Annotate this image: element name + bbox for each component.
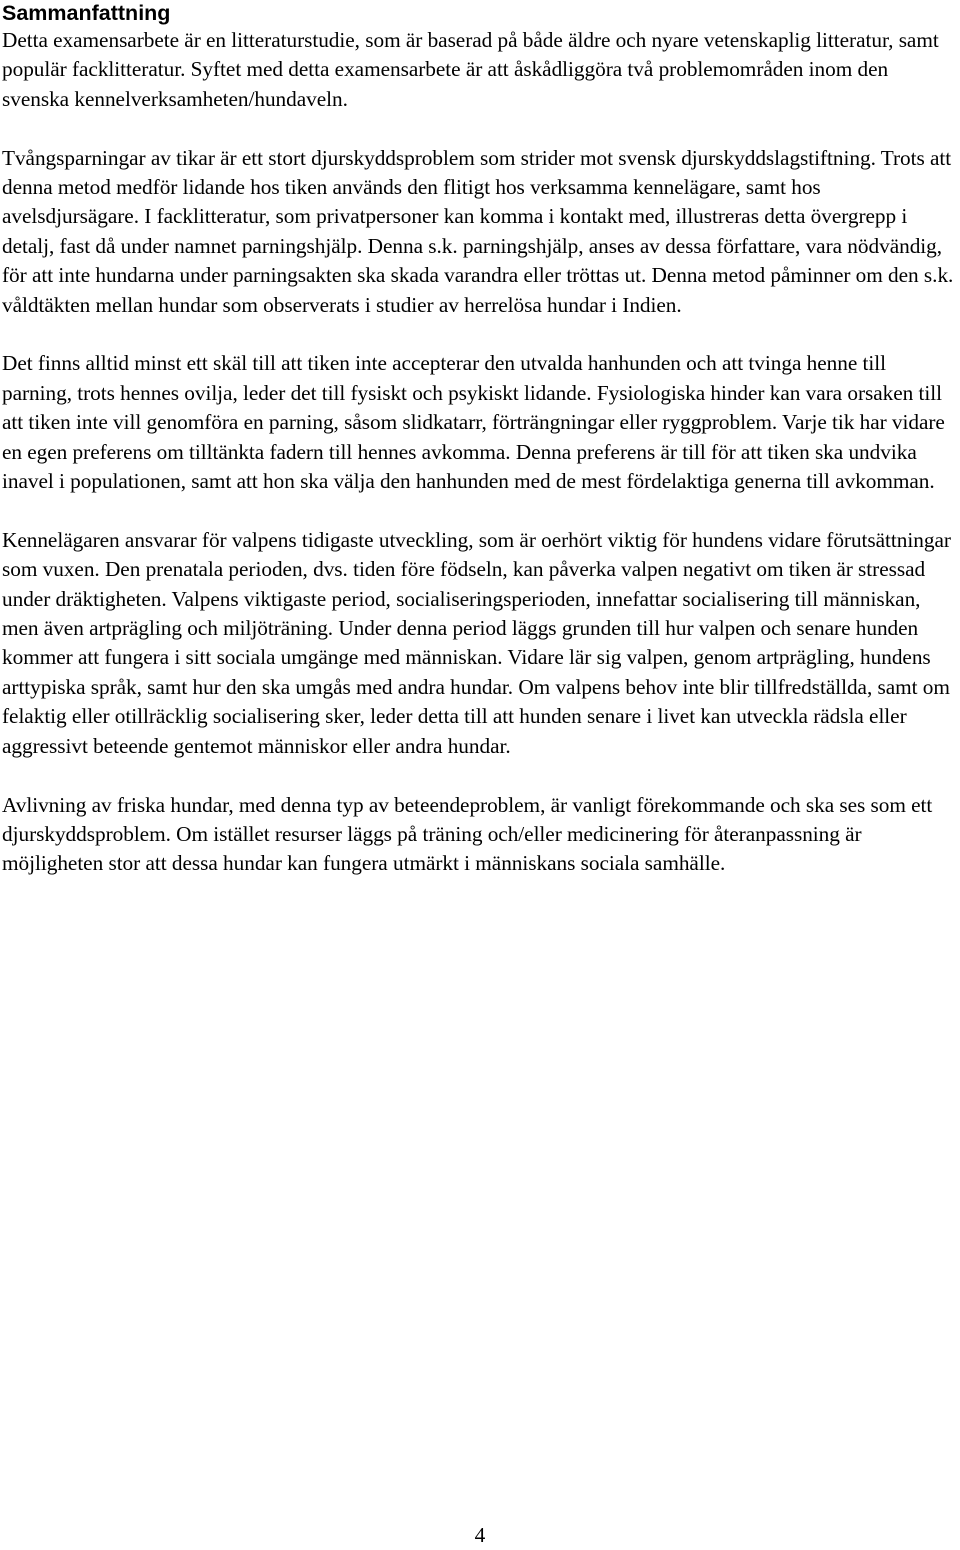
paragraph-female-reluctance: Det finns alltid minst ett skäl till att tiken inte accepterar den utvalda hanhunden och att tvinga henne till parning, trots hennes ovilja, leder det till fysiskt och psykiskt lidande. Fysiologiska hinder kan vara orsaken till att tiken inte vill genomföra en parning, såsom slidkatarr, förträngningar eller ryggproblem. Varje tik har vidare en egen preferens om tilltänkta fadern till hennes avkomma. Denna preferens är till för att tiken ska undvika inavel i populationen, samt att hon ska välja den hanhunden med de mest fördelaktiga generna till avkomman. [2, 351, 945, 494]
paragraph-forced-mating: Tvångsparningar av tikar är ett stort djurskyddsproblem som strider mot svensk djurskyddslagstiftning. Trots att denna metod medför lidande hos tiken används den flitigt hos verksamma kennelägare, samt hos avelsdjursägare. I facklitteratur, som privatpersoner kan komma i kontakt med, illustreras detta övergrepp i detalj, fast då under namnet parningshjälp. Denna s.k. parningshjälp, anses av dessa författare, vara nödvändig, för att inte hundarna under parningsakten ska skada varandra eller tröttas ut. Denna metod påminner om den s.k. våldtäkten mellan hundar som observerats i studier av herrelösa hundar i Indien. [2, 145, 954, 317]
paragraph-spacer [2, 496, 958, 525]
paragraph-spacer [2, 761, 958, 790]
page-number: 4 [474, 1523, 486, 1547]
document-body [2, 0, 958, 879]
paragraph-spacer [2, 320, 958, 349]
paragraph-puppy-development: Kennelägaren ansvarar för valpens tidigaste utveckling, som är oerhört viktig för hundens vidare förutsättningar som vuxen. Den prenatala perioden, dvs. tiden före födseln, kan påverka valpen negativt om tiken är stressad under dräktigheten. Valpens viktigaste period, socialiseringsperioden, innefattar socialisering till människan, men även artprägling och miljöträning. Under denna period läggs grunden till hur valpen och senare hunden kommer att fungera i sitt sociala umgänge med människan. Vidare lär sig valpen, genom artprägling, hundens arttypiska språk, samt hur den ska umgås med andra hundar. Om valpens behov inte blir tillfredställda, samt om felaktig eller otillräcklig socialisering sker, leder detta till att hunden senare i livet kan utveckla rädsla eller aggressivt beteende gentemot människor eller andra hundar. [2, 527, 951, 758]
paragraph-spacer [2, 114, 958, 143]
paragraph-euthanasia: Avlivning av friska hundar, med denna typ av beteendeproblem, är vanligt förekommande och ska ses som ett djurskyddsproblem. Om istället resurser läggs på träning och/eller medicinering för återanpassning är möjligheten stor att dessa hundar kan fungera utmärkt i människans sociala samhälle. [2, 792, 933, 876]
section-heading: Sammanfattning [2, 1, 171, 25]
paragraph-intro: Detta examensarbete är en litteraturstudie, som är baserad på både äldre och nyare vetenskaplig litteratur, samt populär facklitteratur. Syftet med detta examensarbete är att åskådliggöra två problemområden inom den svenska kennelverksamheten/hundaveln. [2, 28, 939, 111]
